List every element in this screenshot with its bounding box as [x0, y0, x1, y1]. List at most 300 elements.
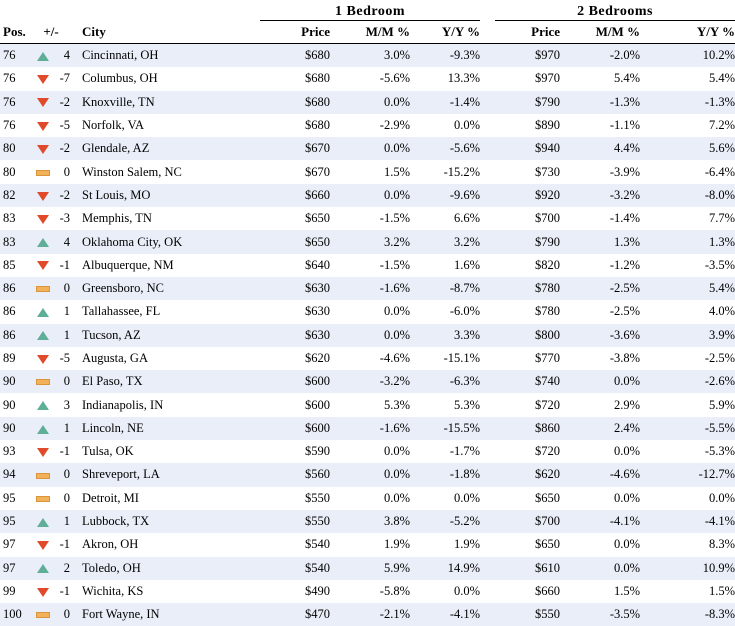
- mm-1br-cell: 0.0%: [330, 184, 410, 207]
- table-body: [0, 44, 735, 626]
- trend-cell: [32, 393, 54, 416]
- yy-2br-cell: 7.7%: [640, 207, 735, 230]
- change-cell: 1: [54, 510, 70, 533]
- change-cell: -3: [54, 207, 70, 230]
- mm-1br-cell: -5.6%: [330, 67, 410, 90]
- table-row: [0, 347, 735, 370]
- city-cell: Glendale, AZ: [80, 137, 260, 160]
- change-cell: 0: [54, 370, 70, 393]
- down-triangle-icon: [37, 215, 49, 224]
- price-1br-cell: $640: [260, 254, 330, 277]
- price-1br-cell: $550: [260, 510, 330, 533]
- mm-2br-cell: -1.3%: [560, 91, 640, 114]
- price-1br-cell: $670: [260, 160, 330, 183]
- yy-2br-cell: 4.0%: [640, 300, 735, 323]
- yy-2br-cell: 1.3%: [640, 230, 735, 253]
- price-2br-cell: $970: [495, 67, 560, 90]
- yy-1br-cell: 1.6%: [410, 254, 480, 277]
- position-cell: 82: [0, 184, 32, 207]
- price-1br-cell: $630: [260, 324, 330, 347]
- mm-1br-cell: 0.0%: [330, 137, 410, 160]
- change-cell: 0: [54, 277, 70, 300]
- price-1br-cell: $600: [260, 370, 330, 393]
- mm-2br-cell: -1.4%: [560, 207, 640, 230]
- city-cell: Lincoln, NE: [80, 417, 260, 440]
- change-cell: 1: [54, 417, 70, 440]
- price-1br-cell: $550: [260, 487, 330, 510]
- price-2br-cell: $720: [495, 440, 560, 463]
- yy-2br-cell: 5.4%: [640, 67, 735, 90]
- yy-1br-cell: -1.7%: [410, 440, 480, 463]
- yy-1br-cell: -15.5%: [410, 417, 480, 440]
- mm-1br-cell: 3.2%: [330, 230, 410, 253]
- yy-2br-cell: -8.0%: [640, 184, 735, 207]
- mm-2br-cell: 0.0%: [560, 533, 640, 556]
- mm-1br-cell: -1.6%: [330, 277, 410, 300]
- yy-1br-cell: -15.2%: [410, 160, 480, 183]
- position-cell: 80: [0, 160, 32, 183]
- price-1br-cell: $630: [260, 277, 330, 300]
- city-cell: Toledo, OH: [80, 557, 260, 580]
- yy-2br-cell: 10.2%: [640, 44, 735, 68]
- up-triangle-icon: [37, 564, 49, 573]
- mm-2br-cell: 2.4%: [560, 417, 640, 440]
- mm-1br-cell: 1.5%: [330, 160, 410, 183]
- mm-1br-cell: -5.8%: [330, 580, 410, 603]
- mm-2br-cell: 0.0%: [560, 440, 640, 463]
- yy-2br-cell: -12.7%: [640, 463, 735, 486]
- price-1br-column-header: Price: [260, 21, 330, 44]
- price-2br-cell: $620: [495, 463, 560, 486]
- up-triangle-icon: [37, 238, 49, 247]
- yy-1br-cell: 13.3%: [410, 67, 480, 90]
- price-2br-cell: $970: [495, 44, 560, 68]
- price-2br-cell: $650: [495, 487, 560, 510]
- mm-1br-cell: -2.9%: [330, 114, 410, 137]
- mm-1br-cell: -1.6%: [330, 417, 410, 440]
- price-2br-cell: $800: [495, 324, 560, 347]
- yy-2br-cell: -8.3%: [640, 603, 735, 626]
- table-row: [0, 417, 735, 440]
- table-row: [0, 370, 735, 393]
- price-2br-cell: $550: [495, 603, 560, 626]
- trend-cell: [32, 67, 54, 90]
- price-2br-cell: $700: [495, 510, 560, 533]
- price-2br-cell: $770: [495, 347, 560, 370]
- position-cell: 99: [0, 580, 32, 603]
- trend-cell: [32, 417, 54, 440]
- yy-1br-cell: 3.3%: [410, 324, 480, 347]
- city-cell: Wichita, KS: [80, 580, 260, 603]
- price-1br-cell: $670: [260, 137, 330, 160]
- price-2br-cell: $860: [495, 417, 560, 440]
- down-triangle-icon: [37, 355, 49, 364]
- position-cell: 83: [0, 207, 32, 230]
- table-row: [0, 487, 735, 510]
- mm-2br-cell: -1.1%: [560, 114, 640, 137]
- position-cell: 90: [0, 370, 32, 393]
- city-cell: Columbus, OH: [80, 67, 260, 90]
- price-1br-cell: $540: [260, 557, 330, 580]
- trend-cell: [32, 44, 54, 68]
- city-cell: Akron, OH: [80, 533, 260, 556]
- table-row: [0, 393, 735, 416]
- table-row: [0, 44, 735, 68]
- yy-2br-cell: 10.9%: [640, 557, 735, 580]
- price-1br-cell: $590: [260, 440, 330, 463]
- no-change-dash-icon: [36, 473, 50, 479]
- price-2br-cell: $650: [495, 533, 560, 556]
- mm-2br-cell: 5.4%: [560, 67, 640, 90]
- no-change-dash-icon: [36, 496, 50, 502]
- city-cell: Indianapolis, IN: [80, 393, 260, 416]
- mm-2br-cell: 1.3%: [560, 230, 640, 253]
- city-cell: El Paso, TX: [80, 370, 260, 393]
- change-cell: 0: [54, 603, 70, 626]
- trend-cell: [32, 370, 54, 393]
- two-bedrooms-group-header: 2 Bedrooms: [495, 0, 735, 21]
- yy-1br-cell: -6.0%: [410, 300, 480, 323]
- position-cell: 85: [0, 254, 32, 277]
- table-row: [0, 207, 735, 230]
- mm-2br-cell: -2.5%: [560, 277, 640, 300]
- price-2br-cell: $780: [495, 277, 560, 300]
- position-cell: 76: [0, 67, 32, 90]
- mm-1br-cell: -3.2%: [330, 370, 410, 393]
- city-cell: Tallahassee, FL: [80, 300, 260, 323]
- yy-1br-cell: 5.3%: [410, 393, 480, 416]
- yy-2br-cell: -2.6%: [640, 370, 735, 393]
- position-cell: 76: [0, 91, 32, 114]
- mm-1br-cell: -1.5%: [330, 254, 410, 277]
- trend-cell: [32, 114, 54, 137]
- table-row: [0, 184, 735, 207]
- change-cell: 2: [54, 557, 70, 580]
- yy-1br-cell: -6.3%: [410, 370, 480, 393]
- position-cell: 80: [0, 137, 32, 160]
- trend-cell: [32, 510, 54, 533]
- no-change-dash-icon: [36, 170, 50, 176]
- trend-cell: [32, 160, 54, 183]
- mm-2br-cell: 0.0%: [560, 487, 640, 510]
- trend-cell: [32, 300, 54, 323]
- yy-1br-cell: -4.1%: [410, 603, 480, 626]
- position-cell: 86: [0, 324, 32, 347]
- position-cell: 93: [0, 440, 32, 463]
- price-1br-cell: $680: [260, 44, 330, 68]
- mm-2br-cell: -3.9%: [560, 160, 640, 183]
- yy-2br-cell: -4.1%: [640, 510, 735, 533]
- city-cell: Detroit, MI: [80, 487, 260, 510]
- down-triangle-icon: [37, 588, 49, 597]
- down-triangle-icon: [37, 145, 49, 154]
- trend-cell: [32, 533, 54, 556]
- price-2br-cell: $790: [495, 230, 560, 253]
- position-cell: 83: [0, 230, 32, 253]
- yy-2br-cell: -5.5%: [640, 417, 735, 440]
- city-cell: Lubbock, TX: [80, 510, 260, 533]
- price-1br-cell: $680: [260, 114, 330, 137]
- price-1br-cell: $620: [260, 347, 330, 370]
- table-row: [0, 137, 735, 160]
- city-column-header: City: [80, 21, 260, 44]
- yy-1br-column-header: Y/Y %: [410, 21, 480, 44]
- mm-1br-cell: -1.5%: [330, 207, 410, 230]
- column-header-row: [0, 21, 735, 44]
- trend-cell: [32, 184, 54, 207]
- change-cell: 3: [54, 393, 70, 416]
- trend-cell: [32, 91, 54, 114]
- mm-2br-cell: -3.8%: [560, 347, 640, 370]
- yy-2br-cell: -5.3%: [640, 440, 735, 463]
- price-1br-cell: $680: [260, 67, 330, 90]
- down-triangle-icon: [37, 448, 49, 457]
- city-cell: Tulsa, OK: [80, 440, 260, 463]
- trend-cell: [32, 230, 54, 253]
- yy-2br-cell: -3.5%: [640, 254, 735, 277]
- price-2br-cell: $610: [495, 557, 560, 580]
- change-cell: 4: [54, 44, 70, 68]
- yy-1br-cell: -8.7%: [410, 277, 480, 300]
- trend-cell: [32, 324, 54, 347]
- yy-1br-cell: 0.0%: [410, 580, 480, 603]
- one-bedroom-group-header: 1 Bedroom: [260, 0, 480, 21]
- position-cell: 95: [0, 487, 32, 510]
- trend-cell: [32, 207, 54, 230]
- table-row: [0, 440, 735, 463]
- table-row: [0, 277, 735, 300]
- yy-2br-cell: 5.9%: [640, 393, 735, 416]
- position-cell: 90: [0, 417, 32, 440]
- mm-1br-cell: 3.0%: [330, 44, 410, 68]
- price-2br-cell: $660: [495, 580, 560, 603]
- mm-1br-cell: 0.0%: [330, 440, 410, 463]
- position-cell: 94: [0, 463, 32, 486]
- position-cell: 100: [0, 603, 32, 626]
- city-cell: St Louis, MO: [80, 184, 260, 207]
- yy-1br-cell: 0.0%: [410, 114, 480, 137]
- change-cell: -5: [54, 114, 70, 137]
- yy-1br-cell: 6.6%: [410, 207, 480, 230]
- mm-1br-cell: 5.9%: [330, 557, 410, 580]
- price-1br-cell: $660: [260, 184, 330, 207]
- yy-1br-cell: -1.4%: [410, 91, 480, 114]
- mm-2br-cell: 2.9%: [560, 393, 640, 416]
- price-2br-cell: $780: [495, 300, 560, 323]
- change-cell: -2: [54, 137, 70, 160]
- price-1br-cell: $490: [260, 580, 330, 603]
- table-row: [0, 67, 735, 90]
- table-row: [0, 603, 735, 626]
- city-cell: Memphis, TN: [80, 207, 260, 230]
- pos-column-header: Pos.: [0, 21, 32, 44]
- city-cell: Winston Salem, NC: [80, 160, 260, 183]
- down-triangle-icon: [37, 75, 49, 84]
- city-cell: Cincinnati, OH: [80, 44, 260, 68]
- price-1br-cell: $600: [260, 393, 330, 416]
- down-triangle-icon: [37, 98, 49, 107]
- yy-2br-cell: 0.0%: [640, 487, 735, 510]
- table-row: [0, 463, 735, 486]
- trend-cell: [32, 254, 54, 277]
- mm-1br-cell: 0.0%: [330, 300, 410, 323]
- position-cell: 95: [0, 510, 32, 533]
- position-cell: 76: [0, 114, 32, 137]
- table-row: [0, 557, 735, 580]
- price-1br-cell: $680: [260, 91, 330, 114]
- city-cell: Fort Wayne, IN: [80, 603, 260, 626]
- trend-cell: [32, 440, 54, 463]
- price-1br-cell: $600: [260, 417, 330, 440]
- mm-1br-cell: 0.0%: [330, 91, 410, 114]
- price-2br-cell: $890: [495, 114, 560, 137]
- group-header-row: [0, 0, 735, 21]
- mm-2br-cell: -3.5%: [560, 603, 640, 626]
- city-cell: Greensboro, NC: [80, 277, 260, 300]
- price-2br-cell: $790: [495, 91, 560, 114]
- up-triangle-icon: [37, 52, 49, 61]
- up-triangle-icon: [37, 401, 49, 410]
- yy-2br-cell: -2.5%: [640, 347, 735, 370]
- yy-1br-cell: -9.3%: [410, 44, 480, 68]
- price-2br-cell: $940: [495, 137, 560, 160]
- city-cell: Augusta, GA: [80, 347, 260, 370]
- trend-cell: [32, 603, 54, 626]
- change-cell: -2: [54, 184, 70, 207]
- city-cell: Shreveport, LA: [80, 463, 260, 486]
- trend-cell: [32, 463, 54, 486]
- mm-2br-cell: -2.0%: [560, 44, 640, 68]
- mm-2br-cell: 0.0%: [560, 370, 640, 393]
- mm-1br-cell: -2.1%: [330, 603, 410, 626]
- price-1br-cell: $650: [260, 230, 330, 253]
- up-triangle-icon: [37, 518, 49, 527]
- yy-1br-cell: 1.9%: [410, 533, 480, 556]
- yy-1br-cell: -9.6%: [410, 184, 480, 207]
- change-cell: 4: [54, 230, 70, 253]
- trend-cell: [32, 580, 54, 603]
- no-change-dash-icon: [36, 379, 50, 385]
- price-2br-cell: $720: [495, 393, 560, 416]
- down-triangle-icon: [37, 122, 49, 131]
- down-triangle-icon: [37, 261, 49, 270]
- yy-2br-cell: -1.3%: [640, 91, 735, 114]
- city-cell: Knoxville, TN: [80, 91, 260, 114]
- position-cell: 90: [0, 393, 32, 416]
- yy-2br-cell: 5.6%: [640, 137, 735, 160]
- change-cell: -1: [54, 254, 70, 277]
- change-cell: -2: [54, 91, 70, 114]
- city-cell: Tucson, AZ: [80, 324, 260, 347]
- position-cell: 86: [0, 277, 32, 300]
- table-row: [0, 324, 735, 347]
- price-2br-cell: $700: [495, 207, 560, 230]
- change-cell: -5: [54, 347, 70, 370]
- mm-1br-column-header: M/M %: [330, 21, 410, 44]
- mm-2br-cell: -3.6%: [560, 324, 640, 347]
- up-triangle-icon: [37, 425, 49, 434]
- yy-1br-cell: 3.2%: [410, 230, 480, 253]
- position-cell: 89: [0, 347, 32, 370]
- down-triangle-icon: [37, 541, 49, 550]
- table-row: [0, 160, 735, 183]
- mm-1br-cell: -4.6%: [330, 347, 410, 370]
- position-cell: 97: [0, 533, 32, 556]
- change-cell: 0: [54, 463, 70, 486]
- mm-2br-cell: -1.2%: [560, 254, 640, 277]
- mm-1br-cell: 0.0%: [330, 487, 410, 510]
- mm-1br-cell: 0.0%: [330, 463, 410, 486]
- price-1br-cell: $560: [260, 463, 330, 486]
- table-row: [0, 510, 735, 533]
- trend-cell: [32, 137, 54, 160]
- yy-2br-cell: 8.3%: [640, 533, 735, 556]
- yy-2br-cell: -6.4%: [640, 160, 735, 183]
- price-2br-cell: $730: [495, 160, 560, 183]
- yy-2br-column-header: Y/Y %: [640, 21, 735, 44]
- yy-2br-cell: 1.5%: [640, 580, 735, 603]
- mm-1br-cell: 3.8%: [330, 510, 410, 533]
- change-cell: 0: [54, 160, 70, 183]
- no-change-dash-icon: [36, 286, 50, 292]
- price-2br-cell: $820: [495, 254, 560, 277]
- change-cell: -1: [54, 580, 70, 603]
- yy-1br-cell: -15.1%: [410, 347, 480, 370]
- price-1br-cell: $630: [260, 300, 330, 323]
- table-row: [0, 254, 735, 277]
- city-cell: Norfolk, VA: [80, 114, 260, 137]
- down-triangle-icon: [37, 192, 49, 201]
- city-cell: Oklahoma City, OK: [80, 230, 260, 253]
- change-column-header: +/-: [32, 21, 70, 44]
- trend-cell: [32, 347, 54, 370]
- change-cell: 1: [54, 300, 70, 323]
- mm-2br-cell: 0.0%: [560, 557, 640, 580]
- table-row: [0, 230, 735, 253]
- mm-1br-cell: 1.9%: [330, 533, 410, 556]
- position-cell: 86: [0, 300, 32, 323]
- mm-2br-cell: -3.2%: [560, 184, 640, 207]
- change-cell: -7: [54, 67, 70, 90]
- yy-1br-cell: 0.0%: [410, 487, 480, 510]
- no-change-dash-icon: [36, 612, 50, 618]
- yy-1br-cell: 14.9%: [410, 557, 480, 580]
- up-triangle-icon: [37, 331, 49, 340]
- change-cell: -1: [54, 440, 70, 463]
- mm-2br-cell: -4.6%: [560, 463, 640, 486]
- change-cell: 0: [54, 487, 70, 510]
- price-2br-column-header: Price: [495, 21, 560, 44]
- mm-2br-cell: -2.5%: [560, 300, 640, 323]
- price-2br-cell: $920: [495, 184, 560, 207]
- change-cell: 1: [54, 324, 70, 347]
- position-cell: 76: [0, 44, 32, 68]
- table-row: [0, 91, 735, 114]
- price-1br-cell: $650: [260, 207, 330, 230]
- table-row: [0, 300, 735, 323]
- yy-2br-cell: 7.2%: [640, 114, 735, 137]
- mm-2br-cell: 1.5%: [560, 580, 640, 603]
- mm-1br-cell: 0.0%: [330, 324, 410, 347]
- city-cell: Albuquerque, NM: [80, 254, 260, 277]
- yy-2br-cell: 3.9%: [640, 324, 735, 347]
- price-2br-cell: $740: [495, 370, 560, 393]
- up-triangle-icon: [37, 308, 49, 317]
- yy-1br-cell: -5.6%: [410, 137, 480, 160]
- table-row: [0, 533, 735, 556]
- table-row: [0, 580, 735, 603]
- mm-1br-cell: 5.3%: [330, 393, 410, 416]
